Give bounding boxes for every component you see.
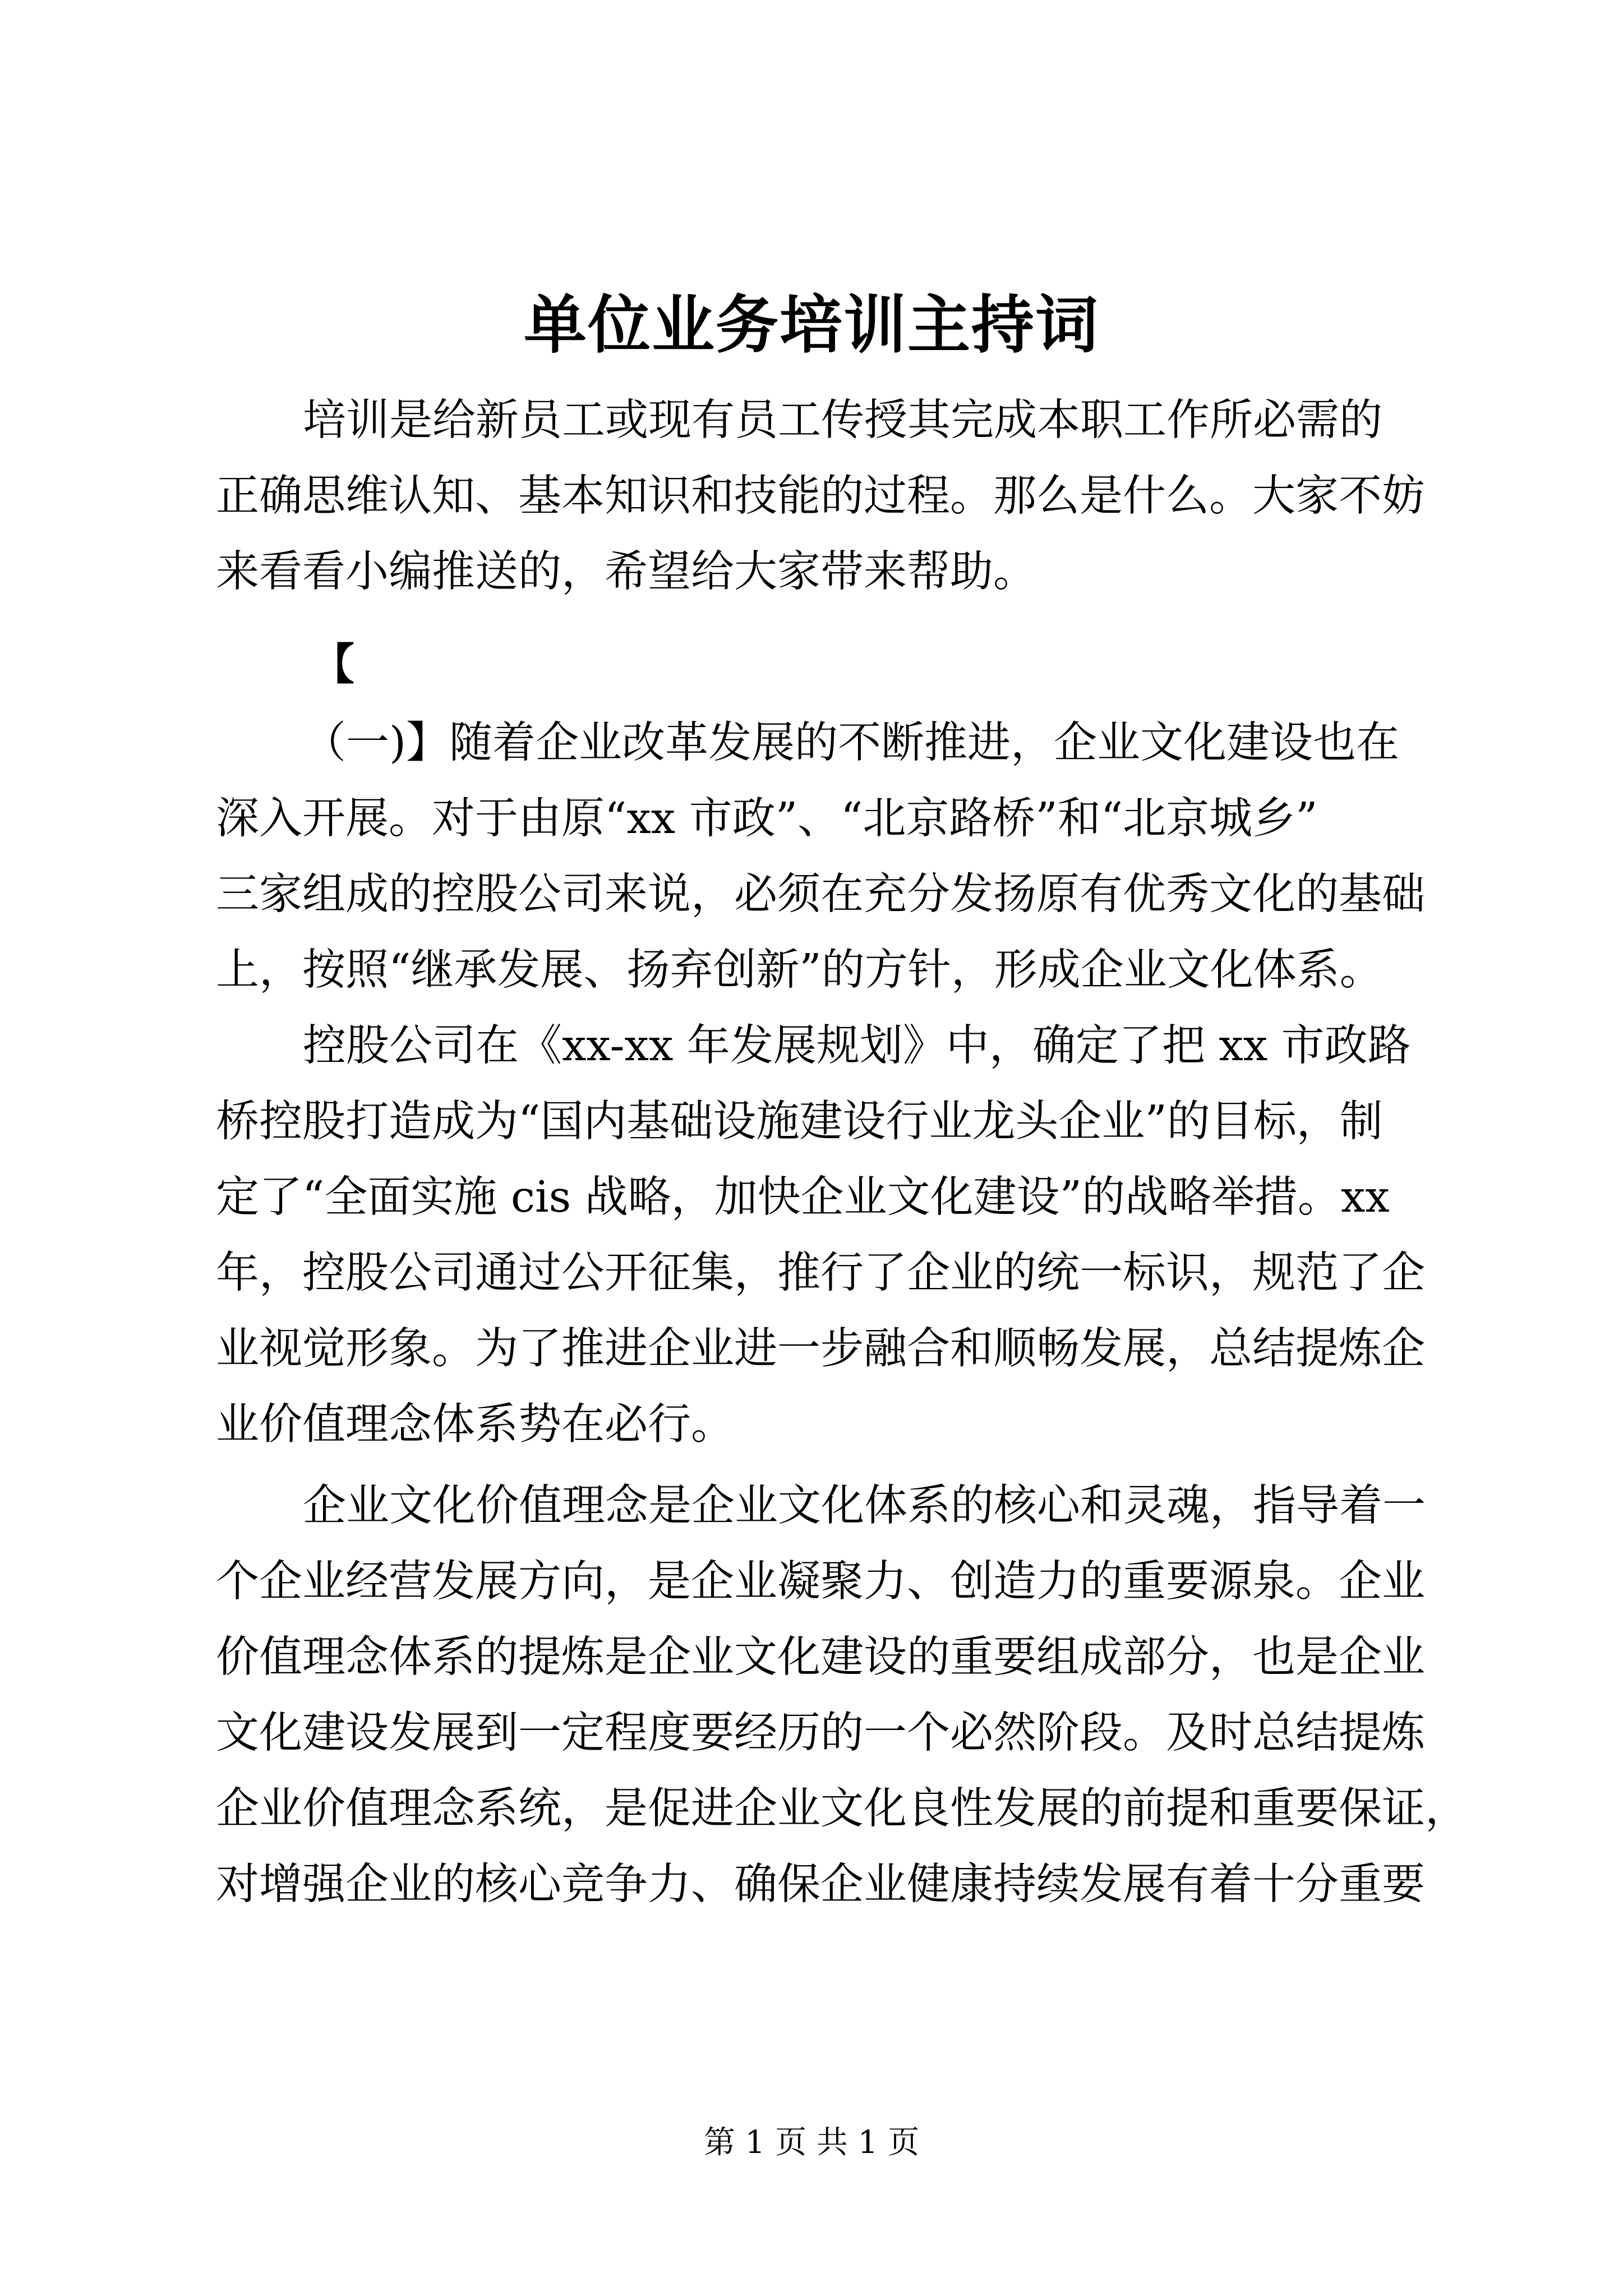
paragraph-line: 正确思维认知、基本知识和技能的过程。那么是什么。大家不妨 [216, 471, 1425, 521]
paragraph-line: 文化建设发展到一定程度要经历的一个必然阶段。及时总结提炼 [216, 1708, 1425, 1758]
paragraph-line: 控股公司在《xx-xx 年发展规划》中，确定了把 xx 市政路 [303, 1021, 1411, 1071]
paragraph-line: 上，按照“继承发展、扬弃创新”的方针，形成企业文化体系。 [216, 945, 1383, 995]
page-footer: 第 1 页 共 1 页 [703, 2124, 920, 2161]
paragraph-line: 培训是给新员工或现有员工传授其完成本职工作所必需的 [303, 395, 1382, 445]
document-title: 单位业务培训主持词 [524, 289, 1099, 362]
paragraph-line: 个企业经营发展方向，是企业凝聚力、创造力的重要源泉。企业 [216, 1557, 1425, 1607]
paragraph-line: 价值理念体系的提炼是企业文化建设的重要组成部分，也是企业 [216, 1632, 1425, 1682]
paragraph-line: 对增强企业的核心竞争力、确保企业健康持续发展有着十分重要 [216, 1860, 1425, 1910]
paragraph-line: 业视觉形象。为了推进企业进一步融合和顺畅发展，总结提炼企 [216, 1324, 1425, 1374]
paragraph-line: 业价值理念体系势在必行。 [216, 1400, 734, 1450]
section-bracket: 【 [311, 639, 354, 690]
paragraph-line: 桥控股打造成为“国内基础设施建设行业龙头企业”的目标，制 [216, 1097, 1383, 1147]
paragraph-line: 深入开展。对于由原“xx 市政”、“北京路桥”和“北京城乡” [216, 794, 1318, 844]
paragraph-line: 企业价值理念系统，是促进企业文化良性发展的前提和重要保证， [216, 1784, 1468, 1834]
paragraph-line: （一)】随着企业改革发展的不断推进，企业文化建设也在 [303, 718, 1400, 768]
paragraph-line: 来看看小编推送的，希望给大家带来帮助。 [216, 547, 1036, 597]
paragraph-line: 定了“全面实施 cis 战略，加快企业文化建设”的战略举措。xx [216, 1172, 1390, 1222]
paragraph-line: 企业文化价值理念是企业文化体系的核心和灵魂，指导着一 [303, 1481, 1426, 1531]
paragraph-line: 三家组成的控股公司来说，必须在充分发扬原有优秀文化的基础 [216, 869, 1425, 919]
paragraph-line: 年，控股公司通过公开征集，推行了企业的统一标识，规范了企 [216, 1248, 1425, 1298]
